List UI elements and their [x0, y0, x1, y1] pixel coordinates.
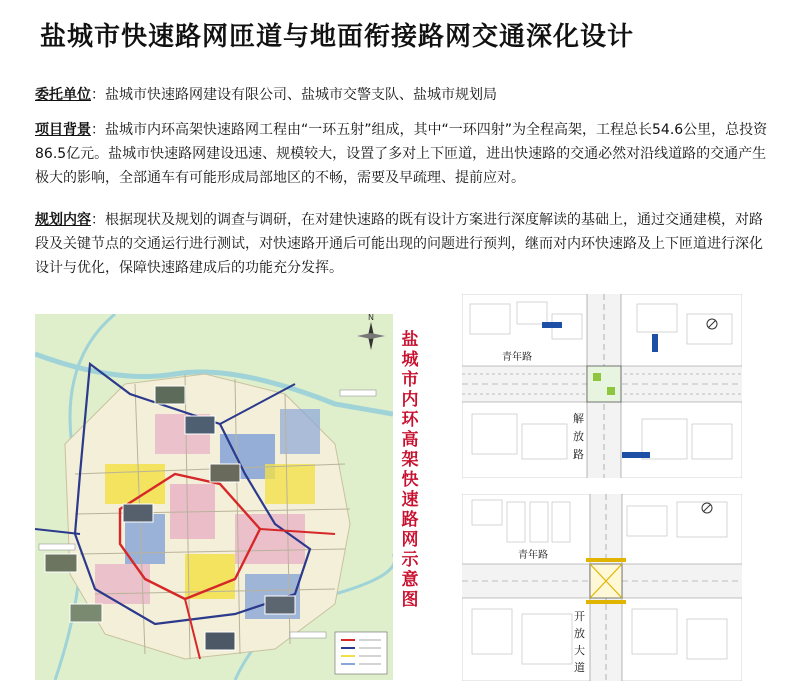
plan1-road-vertical-char-1: 解: [573, 412, 584, 425]
expressway-network-map: [35, 314, 393, 680]
content-label: 规划内容: [35, 212, 91, 228]
plan2-road-horizontal-label: 青年路: [518, 550, 548, 561]
plan1-road-vertical-char-2: 放: [573, 430, 584, 443]
plan2-road-vertical-char-2: 放: [574, 627, 585, 640]
map-vertical-title: 盐 城 市 内 环 高 架 快 速 路 网 示 意 图: [401, 330, 419, 610]
intersection-plan-kaifang: [462, 494, 742, 681]
content-paragraph: [35, 208, 775, 280]
background-label: 项目背景: [35, 122, 91, 138]
compass-label: N: [368, 314, 374, 322]
plan2-road-vertical-char-3: 大: [574, 644, 585, 657]
background-paragraph: [35, 118, 775, 190]
content-text: ：根据现状及规划的调查与调研，在对建快速路的既有设计方案进行深度解读的基础上，通过交通建模，对路段及关键节点的交通运行进行测试，对快速路开通后可能出现的问题进行预判，继而对内环快速路及上下匝道进行深化设计与优化，保障快速路建成后的功能充分发挥。: [35, 212, 763, 276]
client-text: ：盐城市快速路网建设有限公司、盐城市交警支队、盐城市规划局: [91, 87, 497, 103]
client-paragraph: [35, 83, 775, 107]
plan1-road-vertical-char-3: 路: [573, 448, 584, 461]
plan1-road-horizontal-label: 青年路: [502, 352, 532, 363]
map-legend: [335, 632, 387, 674]
client-label: 委托单位: [35, 87, 91, 103]
intersection-plan-jiefang: [462, 294, 742, 478]
plan2-road-vertical-char-4: 道: [574, 661, 585, 674]
background-text: ：盐城市内环高架快速路网工程由“一环五射”组成，其中“一环四射”为全程高架，工程总长54.6公里，总投资86.5亿元。盐城市快速路网建设迅速、规模较大，设置了多对上下匝道，进出快速路的交通必然对沿线道路的交通产生极大的影响，全部通车有可能形成局部地区的不畅，需要及早疏理、提前应对。: [35, 122, 768, 186]
plan2-road-vertical-char-1: 开: [574, 610, 585, 623]
page-title: 盐城市快速路网匝道与地面衔接路网交通深化设计: [40, 22, 635, 52]
